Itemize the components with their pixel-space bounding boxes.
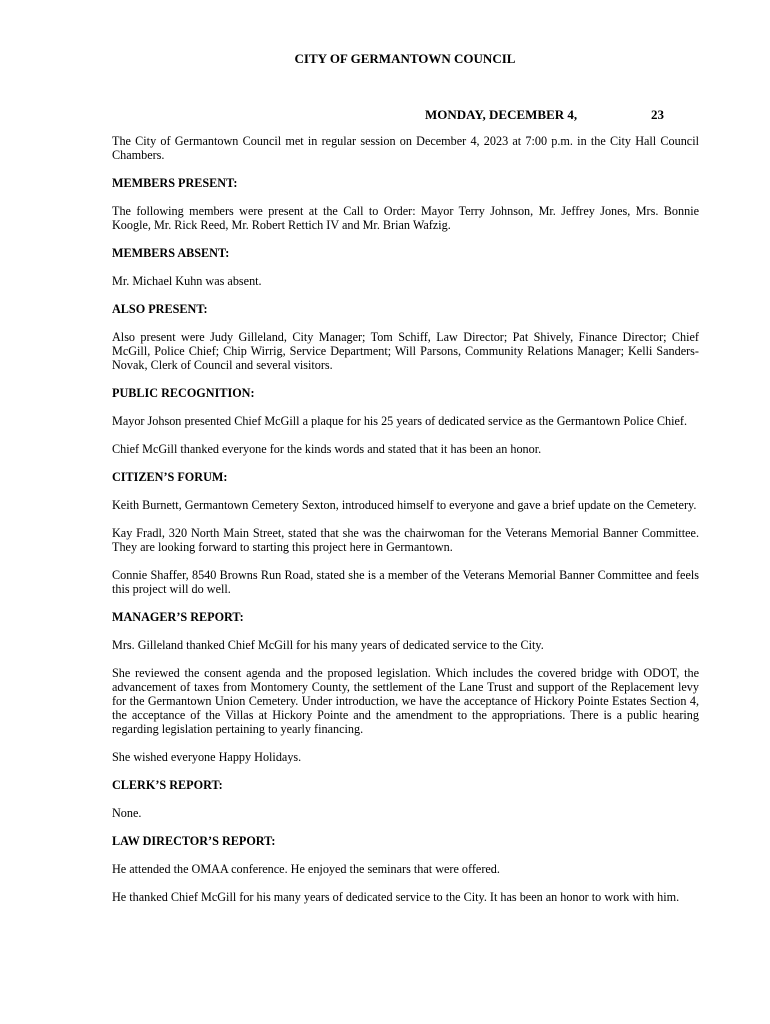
members-absent-text: Mr. Michael Kuhn was absent.: [112, 274, 262, 288]
meeting-date: MONDAY, DECEMBER 4,: [425, 107, 578, 122]
managers-report-paragraph: She wished everyone Happy Holidays.: [112, 750, 302, 764]
law-directors-report-paragraph: He thanked Chief McGill for his many years of dedicated service to the City. It has been an honor to work with him.: [112, 890, 680, 904]
members-present-heading: MEMBERS PRESENT:: [112, 176, 238, 190]
intro-paragraph: The City of Germantown Council met in regular session on December 4, 2023 at 7:00 p.m. in the City Hall Council Chambers.: [112, 134, 699, 162]
minutes-body: [112, 134, 699, 918]
clerks-report-heading: CLERK’S REPORT:: [112, 778, 223, 792]
citizens-forum-paragraph: Keith Burnett, Germantown Cemetery Sexton, introduced himself to everyone and gave a brief update on the Cemetery.: [112, 498, 697, 512]
citizens-forum-heading: CITIZEN’S FORUM:: [112, 470, 228, 484]
also-present-text: Also present were Judy Gilleland, City Manager; Tom Schiff, Law Director; Pat Shively, Finance Director; Chief McGill, Police Chief; Chip Wirrig, Service Department; Will Parsons, Community Relations Manager; Kelli Sanders-Novak, Clerk of Council and several visitors.: [112, 330, 699, 372]
document-title: CITY OF GERMANTOWN COUNCIL: [294, 51, 516, 66]
managers-report-paragraph: She reviewed the consent agenda and the proposed legislation. Which includes the covered bridge with ODOT, the advancement of taxes from Montomery County, the settlement of the Lane Trust and support of the Replacement levy for the Germantown Union Cemetery. Under introduction, we have the acceptance of Hickory Pointe Estates Section 4, the acceptance of the Villas at Hickory Pointe and the amendment to the appropriations. There is a public hearing regarding legislation pertaining to yearly financing.: [112, 666, 699, 736]
law-directors-report-paragraph: He attended the OMAA conference. He enjoyed the seminars that were offered.: [112, 862, 500, 876]
citizens-forum-paragraph: Kay Fradl, 320 North Main Street, stated that she was the chairwoman for the Veterans Memorial Banner Committee. They are looking forward to starting this project here in Germantown.: [112, 526, 699, 554]
managers-report-heading: MANAGER’S REPORT:: [112, 610, 244, 624]
public-recognition-paragraph: Chief McGill thanked everyone for the kinds words and stated that it has been an honor.: [112, 442, 542, 456]
meeting-year: 23: [651, 107, 664, 122]
members-present-text: The following members were present at the Call to Order: Mayor Terry Johnson, Mr. Jeffrey Jones, Mrs. Bonnie Koogle, Mr. Rick Reed, Mr. Robert Rettich IV and Mr. Brian Wafzig.: [112, 204, 699, 232]
citizens-forum-paragraph: Connie Shaffer, 8540 Browns Run Road, stated she is a member of the Veterans Memorial Banner Committee and feels this project will do well.: [112, 568, 699, 596]
managers-report-paragraph: Mrs. Gilleland thanked Chief McGill for his many years of dedicated service to the City.: [112, 638, 544, 652]
members-absent-heading: MEMBERS ABSENT:: [112, 246, 230, 260]
public-recognition-paragraph: Mayor Johson presented Chief McGill a plaque for his 25 years of dedicated service as the Germantown Police Chief.: [112, 414, 688, 428]
public-recognition-heading: PUBLIC RECOGNITION:: [112, 386, 255, 400]
also-present-heading: ALSO PRESENT:: [112, 302, 208, 316]
law-directors-report-heading: LAW DIRECTOR’S REPORT:: [112, 834, 276, 848]
clerks-report-text: None.: [112, 806, 142, 820]
